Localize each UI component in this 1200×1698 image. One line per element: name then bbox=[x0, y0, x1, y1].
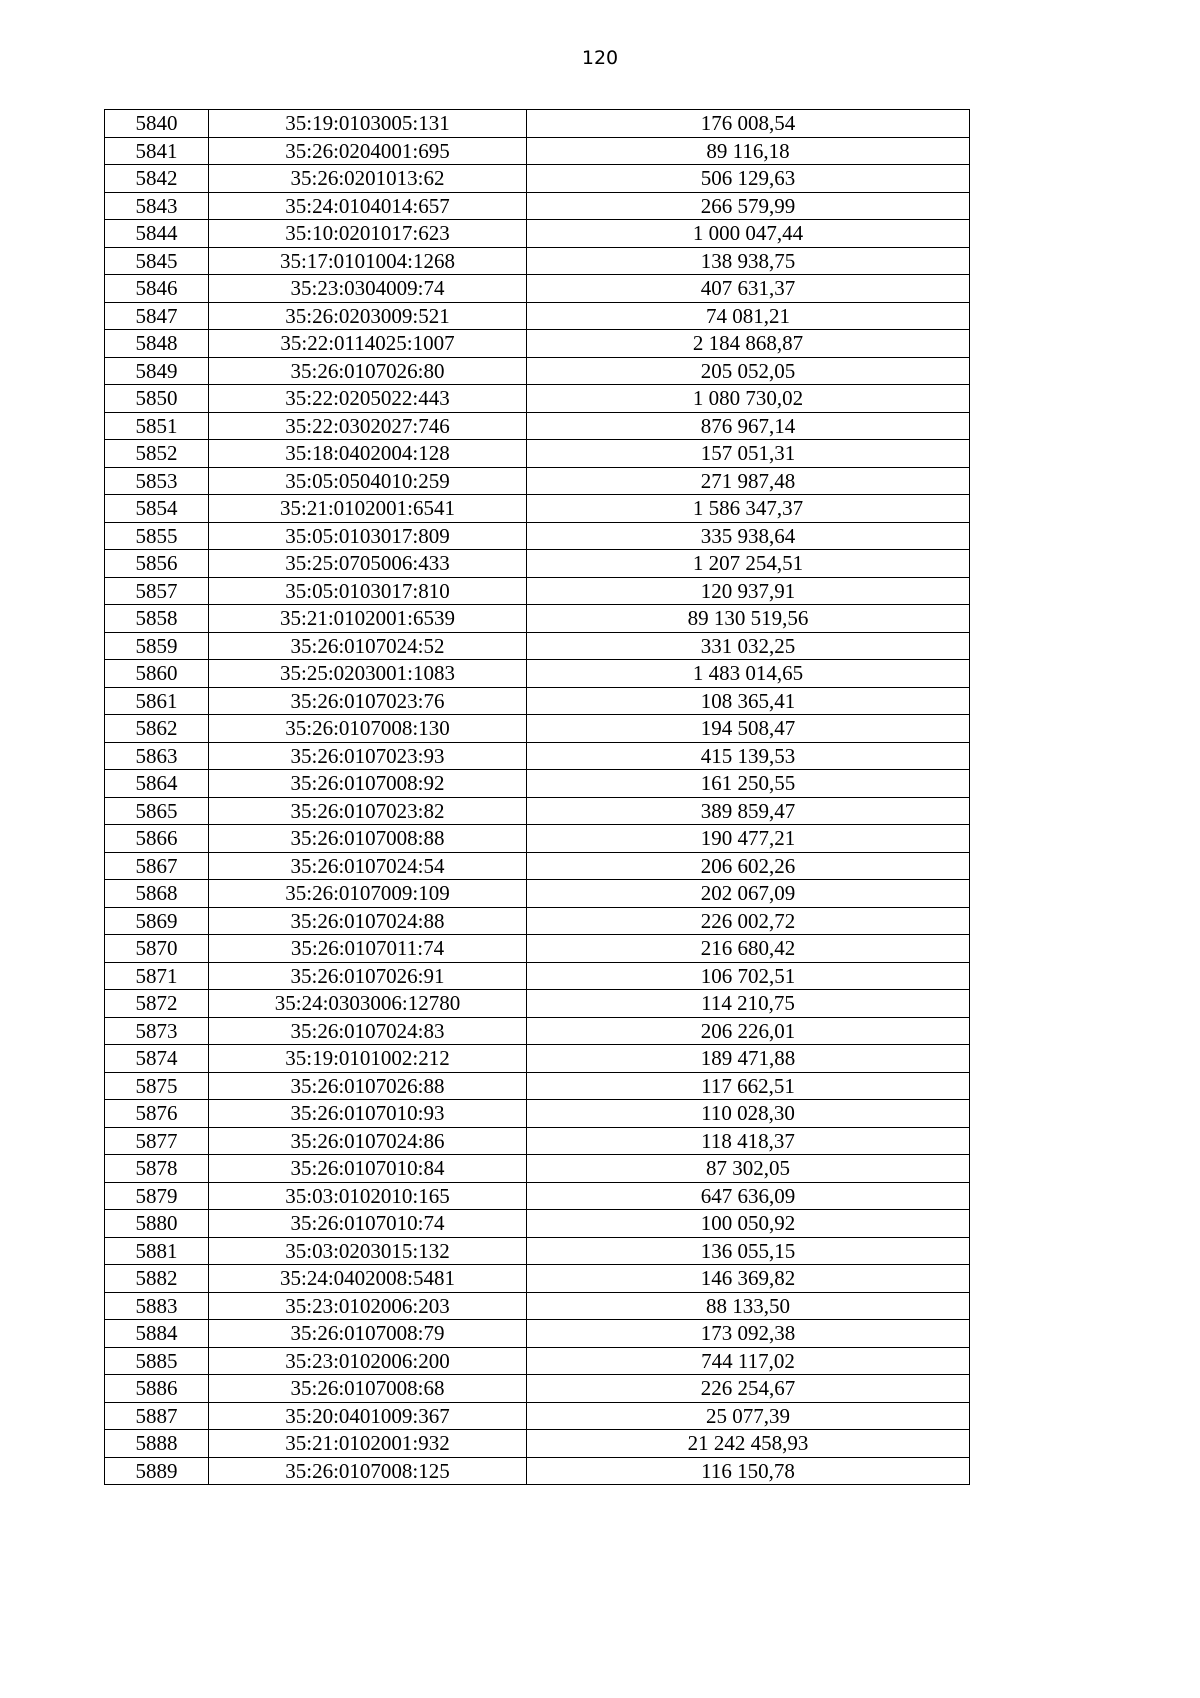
cadastral-value-cell: 194 508,47 bbox=[527, 715, 970, 743]
table-row bbox=[105, 1402, 970, 1430]
cadastral-number-cell: 35:26:0107009:109 bbox=[209, 880, 527, 908]
cadastral-value-cell: 114 210,75 bbox=[527, 990, 970, 1018]
cadastral-number-cell: 35:26:0201013:62 bbox=[209, 165, 527, 193]
cadastral-value-cell: 87 302,05 bbox=[527, 1155, 970, 1183]
cadastral-number-cell: 35:26:0107010:93 bbox=[209, 1100, 527, 1128]
cadastral-value-cell: 506 129,63 bbox=[527, 165, 970, 193]
row-number-cell: 5880 bbox=[105, 1210, 209, 1238]
table-row bbox=[105, 192, 970, 220]
cadastral-value-cell: 89 116,18 bbox=[527, 137, 970, 165]
row-number-cell: 5888 bbox=[105, 1430, 209, 1458]
cadastral-number-cell: 35:19:0101002:212 bbox=[209, 1045, 527, 1073]
table-row bbox=[105, 220, 970, 248]
table-row bbox=[105, 1100, 970, 1128]
cadastral-number-cell: 35:22:0114025:1007 bbox=[209, 330, 527, 358]
cadastral-value-cell: 1 483 014,65 bbox=[527, 660, 970, 688]
cadastral-number-cell: 35:26:0107008:88 bbox=[209, 825, 527, 853]
cadastral-number-cell: 35:25:0705006:433 bbox=[209, 550, 527, 578]
row-number-cell: 5879 bbox=[105, 1182, 209, 1210]
row-number-cell: 5884 bbox=[105, 1320, 209, 1348]
table-row bbox=[105, 440, 970, 468]
cadastral-value-cell: 1 080 730,02 bbox=[527, 385, 970, 413]
cadastral-number-cell: 35:03:0203015:132 bbox=[209, 1237, 527, 1265]
cadastral-value-cell: 89 130 519,56 bbox=[527, 605, 970, 633]
row-number-cell: 5878 bbox=[105, 1155, 209, 1183]
cadastral-value-cell: 173 092,38 bbox=[527, 1320, 970, 1348]
row-number-cell: 5845 bbox=[105, 247, 209, 275]
table-row bbox=[105, 1155, 970, 1183]
row-number-cell: 5887 bbox=[105, 1402, 209, 1430]
cadastral-number-cell: 35:03:0102010:165 bbox=[209, 1182, 527, 1210]
cadastral-number-cell: 35:23:0304009:74 bbox=[209, 275, 527, 303]
row-number-cell: 5843 bbox=[105, 192, 209, 220]
cadastral-number-cell: 35:26:0107024:88 bbox=[209, 907, 527, 935]
table-row bbox=[105, 1457, 970, 1485]
row-number-cell: 5852 bbox=[105, 440, 209, 468]
cadastral-value-cell: 1 000 047,44 bbox=[527, 220, 970, 248]
cadastral-value-cell: 189 471,88 bbox=[527, 1045, 970, 1073]
row-number-cell: 5867 bbox=[105, 852, 209, 880]
table-row bbox=[105, 137, 970, 165]
row-number-cell: 5865 bbox=[105, 797, 209, 825]
row-number-cell: 5853 bbox=[105, 467, 209, 495]
table-row bbox=[105, 990, 970, 1018]
cadastral-number-cell: 35:10:0201017:623 bbox=[209, 220, 527, 248]
cadastral-value-cell: 108 365,41 bbox=[527, 687, 970, 715]
cadastral-value-cell: 118 418,37 bbox=[527, 1127, 970, 1155]
table-row bbox=[105, 302, 970, 330]
page-number: 120 bbox=[581, 47, 619, 69]
table-row bbox=[105, 770, 970, 798]
cadastral-number-cell: 35:25:0203001:1083 bbox=[209, 660, 527, 688]
table-row bbox=[105, 247, 970, 275]
table-row bbox=[105, 715, 970, 743]
table-row bbox=[105, 605, 970, 633]
row-number-cell: 5846 bbox=[105, 275, 209, 303]
cadastral-number-cell: 35:26:0107023:76 bbox=[209, 687, 527, 715]
cadastral-value-cell: 136 055,15 bbox=[527, 1237, 970, 1265]
cadastral-value-cell: 744 117,02 bbox=[527, 1347, 970, 1375]
cadastral-value-cell: 138 938,75 bbox=[527, 247, 970, 275]
cadastral-number-cell: 35:26:0107024:54 bbox=[209, 852, 527, 880]
row-number-cell: 5842 bbox=[105, 165, 209, 193]
cadastral-value-cell: 106 702,51 bbox=[527, 962, 970, 990]
cadastral-value-cell: 146 369,82 bbox=[527, 1265, 970, 1293]
row-number-cell: 5850 bbox=[105, 385, 209, 413]
cadastral-value-cell: 116 150,78 bbox=[527, 1457, 970, 1485]
cadastral-number-cell: 35:26:0107026:91 bbox=[209, 962, 527, 990]
table-row bbox=[105, 522, 970, 550]
table-row bbox=[105, 495, 970, 523]
row-number-cell: 5883 bbox=[105, 1292, 209, 1320]
cadastral-value-cell: 88 133,50 bbox=[527, 1292, 970, 1320]
cadastral-value-cell: 266 579,99 bbox=[527, 192, 970, 220]
row-number-cell: 5859 bbox=[105, 632, 209, 660]
cadastral-number-cell: 35:23:0102006:203 bbox=[209, 1292, 527, 1320]
table-row bbox=[105, 1127, 970, 1155]
cadastral-number-cell: 35:26:0107023:93 bbox=[209, 742, 527, 770]
cadastral-number-cell: 35:26:0107023:82 bbox=[209, 797, 527, 825]
table-row bbox=[105, 357, 970, 385]
row-number-cell: 5866 bbox=[105, 825, 209, 853]
cadastral-value-cell: 202 067,09 bbox=[527, 880, 970, 908]
row-number-cell: 5861 bbox=[105, 687, 209, 715]
table-row bbox=[105, 1292, 970, 1320]
table-row bbox=[105, 1182, 970, 1210]
cadastral-value-cell: 117 662,51 bbox=[527, 1072, 970, 1100]
cadastral-number-cell: 35:26:0107024:86 bbox=[209, 1127, 527, 1155]
cadastral-number-cell: 35:24:0402008:5481 bbox=[209, 1265, 527, 1293]
table-row bbox=[105, 1072, 970, 1100]
cadastral-value-cell: 110 028,30 bbox=[527, 1100, 970, 1128]
table-row bbox=[105, 742, 970, 770]
row-number-cell: 5875 bbox=[105, 1072, 209, 1100]
row-number-cell: 5864 bbox=[105, 770, 209, 798]
cadastral-value-cell: 100 050,92 bbox=[527, 1210, 970, 1238]
table-body bbox=[105, 110, 970, 1485]
row-number-cell: 5882 bbox=[105, 1265, 209, 1293]
table-row bbox=[105, 935, 970, 963]
cadastral-number-cell: 35:26:0107026:80 bbox=[209, 357, 527, 385]
row-number-cell: 5863 bbox=[105, 742, 209, 770]
row-number-cell: 5870 bbox=[105, 935, 209, 963]
table-row bbox=[105, 1265, 970, 1293]
cadastral-value-cell: 389 859,47 bbox=[527, 797, 970, 825]
cadastral-value-cell: 205 052,05 bbox=[527, 357, 970, 385]
table-row bbox=[105, 1237, 970, 1265]
table-row bbox=[105, 330, 970, 358]
table-row bbox=[105, 852, 970, 880]
cadastral-number-cell: 35:24:0303006:12780 bbox=[209, 990, 527, 1018]
table-row bbox=[105, 1210, 970, 1238]
row-number-cell: 5840 bbox=[105, 110, 209, 138]
row-number-cell: 5869 bbox=[105, 907, 209, 935]
row-number-cell: 5873 bbox=[105, 1017, 209, 1045]
row-number-cell: 5857 bbox=[105, 577, 209, 605]
row-number-cell: 5841 bbox=[105, 137, 209, 165]
cadastral-value-table bbox=[104, 109, 970, 1485]
cadastral-number-cell: 35:19:0103005:131 bbox=[209, 110, 527, 138]
row-number-cell: 5868 bbox=[105, 880, 209, 908]
table-row bbox=[105, 660, 970, 688]
cadastral-number-cell: 35:05:0103017:809 bbox=[209, 522, 527, 550]
row-number-cell: 5881 bbox=[105, 1237, 209, 1265]
row-number-cell: 5886 bbox=[105, 1375, 209, 1403]
cadastral-value-cell: 876 967,14 bbox=[527, 412, 970, 440]
table-row bbox=[105, 275, 970, 303]
table-row bbox=[105, 687, 970, 715]
cadastral-number-cell: 35:05:0103017:810 bbox=[209, 577, 527, 605]
table-row bbox=[105, 385, 970, 413]
table-row bbox=[105, 1375, 970, 1403]
cadastral-number-cell: 35:18:0402004:128 bbox=[209, 440, 527, 468]
cadastral-number-cell: 35:26:0107008:79 bbox=[209, 1320, 527, 1348]
row-number-cell: 5847 bbox=[105, 302, 209, 330]
cadastral-number-cell: 35:26:0107008:92 bbox=[209, 770, 527, 798]
table-row bbox=[105, 1347, 970, 1375]
row-number-cell: 5877 bbox=[105, 1127, 209, 1155]
row-number-cell: 5889 bbox=[105, 1457, 209, 1485]
table-row bbox=[105, 467, 970, 495]
cadastral-number-cell: 35:22:0205022:443 bbox=[209, 385, 527, 413]
row-number-cell: 5858 bbox=[105, 605, 209, 633]
table-row bbox=[105, 880, 970, 908]
row-number-cell: 5848 bbox=[105, 330, 209, 358]
table-row bbox=[105, 962, 970, 990]
cadastral-number-cell: 35:26:0203009:521 bbox=[209, 302, 527, 330]
row-number-cell: 5876 bbox=[105, 1100, 209, 1128]
cadastral-number-cell: 35:26:0107008:68 bbox=[209, 1375, 527, 1403]
cadastral-number-cell: 35:26:0107010:84 bbox=[209, 1155, 527, 1183]
cadastral-number-cell: 35:24:0104014:657 bbox=[209, 192, 527, 220]
cadastral-value-cell: 647 636,09 bbox=[527, 1182, 970, 1210]
row-number-cell: 5885 bbox=[105, 1347, 209, 1375]
cadastral-number-cell: 35:22:0302027:746 bbox=[209, 412, 527, 440]
row-number-cell: 5855 bbox=[105, 522, 209, 550]
cadastral-value-cell: 206 602,26 bbox=[527, 852, 970, 880]
row-number-cell: 5854 bbox=[105, 495, 209, 523]
cadastral-value-cell: 216 680,42 bbox=[527, 935, 970, 963]
cadastral-value-cell: 161 250,55 bbox=[527, 770, 970, 798]
cadastral-value-cell: 226 002,72 bbox=[527, 907, 970, 935]
cadastral-number-cell: 35:23:0102006:200 bbox=[209, 1347, 527, 1375]
cadastral-value-cell: 226 254,67 bbox=[527, 1375, 970, 1403]
row-number-cell: 5849 bbox=[105, 357, 209, 385]
row-number-cell: 5862 bbox=[105, 715, 209, 743]
row-number-cell: 5844 bbox=[105, 220, 209, 248]
cadastral-number-cell: 35:26:0107008:125 bbox=[209, 1457, 527, 1485]
table-row bbox=[105, 797, 970, 825]
cadastral-value-cell: 176 008,54 bbox=[527, 110, 970, 138]
row-number-cell: 5874 bbox=[105, 1045, 209, 1073]
row-number-cell: 5871 bbox=[105, 962, 209, 990]
row-number-cell: 5872 bbox=[105, 990, 209, 1018]
table-row bbox=[105, 577, 970, 605]
cadastral-number-cell: 35:20:0401009:367 bbox=[209, 1402, 527, 1430]
cadastral-value-cell: 1 586 347,37 bbox=[527, 495, 970, 523]
cadastral-number-cell: 35:26:0107026:88 bbox=[209, 1072, 527, 1100]
cadastral-number-cell: 35:26:0107008:130 bbox=[209, 715, 527, 743]
table-row bbox=[105, 1045, 970, 1073]
row-number-cell: 5860 bbox=[105, 660, 209, 688]
cadastral-value-cell: 157 051,31 bbox=[527, 440, 970, 468]
table-row bbox=[105, 1320, 970, 1348]
cadastral-value-cell: 120 937,91 bbox=[527, 577, 970, 605]
table-row bbox=[105, 412, 970, 440]
cadastral-value-cell: 407 631,37 bbox=[527, 275, 970, 303]
cadastral-number-cell: 35:26:0107024:83 bbox=[209, 1017, 527, 1045]
table-row bbox=[105, 550, 970, 578]
cadastral-number-cell: 35:17:0101004:1268 bbox=[209, 247, 527, 275]
table-row bbox=[105, 1430, 970, 1458]
cadastral-value-cell: 2 184 868,87 bbox=[527, 330, 970, 358]
table-row bbox=[105, 907, 970, 935]
cadastral-number-cell: 35:26:0107011:74 bbox=[209, 935, 527, 963]
cadastral-number-cell: 35:05:0504010:259 bbox=[209, 467, 527, 495]
cadastral-value-cell: 335 938,64 bbox=[527, 522, 970, 550]
cadastral-number-cell: 35:21:0102001:932 bbox=[209, 1430, 527, 1458]
cadastral-value-cell: 1 207 254,51 bbox=[527, 550, 970, 578]
cadastral-value-cell: 21 242 458,93 bbox=[527, 1430, 970, 1458]
table-row bbox=[105, 632, 970, 660]
cadastral-value-cell: 74 081,21 bbox=[527, 302, 970, 330]
table-row bbox=[105, 110, 970, 138]
cadastral-value-cell: 25 077,39 bbox=[527, 1402, 970, 1430]
cadastral-number-cell: 35:21:0102001:6539 bbox=[209, 605, 527, 633]
cadastral-value-cell: 271 987,48 bbox=[527, 467, 970, 495]
cadastral-number-cell: 35:26:0107024:52 bbox=[209, 632, 527, 660]
cadastral-number-cell: 35:21:0102001:6541 bbox=[209, 495, 527, 523]
cadastral-value-cell: 331 032,25 bbox=[527, 632, 970, 660]
cadastral-value-cell: 190 477,21 bbox=[527, 825, 970, 853]
row-number-cell: 5856 bbox=[105, 550, 209, 578]
table-row bbox=[105, 165, 970, 193]
table-row bbox=[105, 825, 970, 853]
cadastral-value-cell: 206 226,01 bbox=[527, 1017, 970, 1045]
row-number-cell: 5851 bbox=[105, 412, 209, 440]
table-row bbox=[105, 1017, 970, 1045]
cadastral-number-cell: 35:26:0204001:695 bbox=[209, 137, 527, 165]
cadastral-value-cell: 415 139,53 bbox=[527, 742, 970, 770]
cadastral-number-cell: 35:26:0107010:74 bbox=[209, 1210, 527, 1238]
